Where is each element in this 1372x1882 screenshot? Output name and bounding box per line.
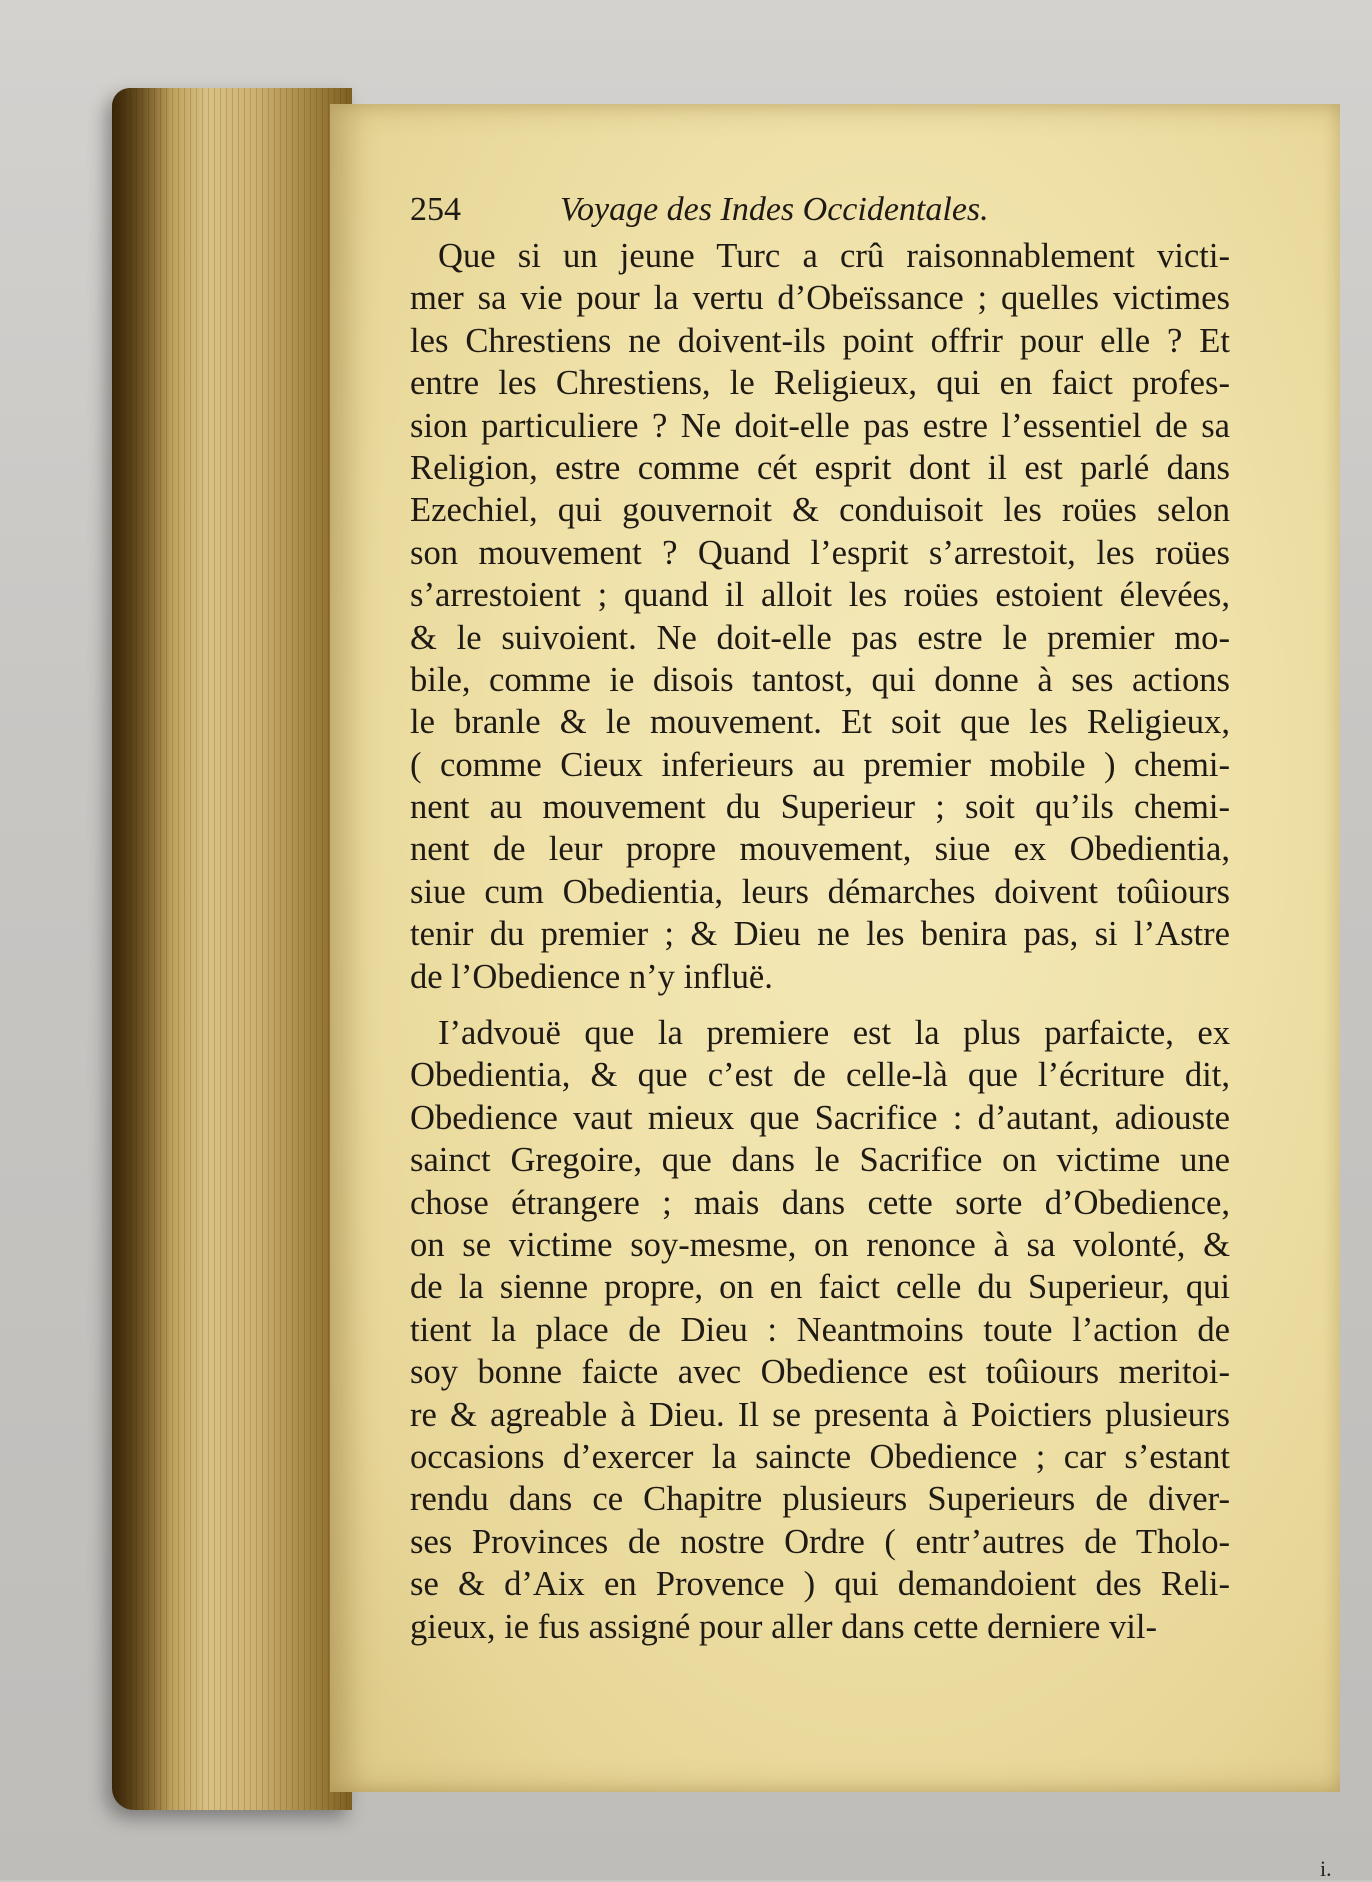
running-head (410, 189, 1230, 231)
text-line: chose étrangere ; mais dans cette sorte d’Obedience, (410, 1183, 1230, 1222)
text-line: entre les Chrestiens, le Religieux, qui en faict profes- (410, 364, 1230, 403)
text-line: sainct Gregoire, que dans le Sacrifice on victime une (410, 1141, 1230, 1180)
text-line: I’advouë que la premiere est la plus parfaicte, ex (438, 1014, 1230, 1053)
text-line: siue cum Obedientia, leurs démarches doivent toûiours (410, 872, 1230, 911)
text-line: s’arrestoient ; quand il alloit les roües estoient élevées, (410, 576, 1230, 615)
text-line: Religion, estre comme cét esprit dont il est parlé dans (410, 448, 1230, 487)
text-line: re & agreable à Dieu. Il se presenta à Poictiers plusieurs (410, 1395, 1230, 1434)
text-line: & le suivoient. Ne doit-elle pas estre le premier mo- (410, 618, 1230, 657)
text-line: tenir du premier ; & Dieu ne les benira pas, si l’Astre (410, 915, 1230, 954)
text-line: on se victime soy-mesme, on renonce à sa volonté, & (410, 1225, 1230, 1264)
text-block (410, 189, 1230, 1648)
paragraph (410, 1012, 1230, 1648)
text-line: ( comme Cieux inferieurs au premier mobile ) chemi- (410, 745, 1230, 784)
text-line: de la sienne propre, on en faict celle du Superieur, qui (410, 1268, 1230, 1307)
text-line: soy bonne faicte avec Obedience est toûiours meritoi- (410, 1353, 1230, 1392)
text-line: tient la place de Dieu : Neantmoins toute l’action de (410, 1310, 1230, 1349)
body-text (410, 235, 1230, 1648)
text-line: Obedience vaut mieux que Sacrifice : d’autant, adiouste (410, 1098, 1230, 1137)
page-number: 254 (410, 191, 461, 228)
text-line: les Chrestiens ne doivent-ils point offrir pour elle ? Et (410, 321, 1230, 360)
running-title: Voyage des Indes Occidentales. (560, 191, 989, 228)
text-line: gieux, ie fus assigné pour aller dans cette derniere vil- (410, 1607, 1157, 1646)
book-page (330, 104, 1340, 1881)
paragraph-gap (410, 998, 1230, 1012)
text-line: nent au mouvement du Superieur ; soit qu’ils chemi- (410, 788, 1230, 827)
text-line: mer sa vie pour la vertu d’Obeïssance ; quelles victimes (410, 279, 1230, 318)
text-line: sion particuliere ? Ne doit-elle pas estre l’essentiel de sa (410, 406, 1230, 445)
text-line: occasions d’exercer la saincte Obedience ; car s’estant (410, 1437, 1230, 1476)
text-line: nent de leur propre mouvement, siue ex Obedientia, (410, 830, 1230, 869)
text-line: rendu dans ce Chapitre plusieurs Superieurs de diver- (410, 1480, 1230, 1519)
paragraph (410, 235, 1230, 998)
text-line: Ezechiel, qui gouvernoit & conduisoit les roües selon (410, 491, 1230, 530)
text-line: se & d’Aix en Provence ) qui demandoient des Reli- (410, 1565, 1230, 1604)
text-line: le branle & le mouvement. Et soit que les Religieux, (410, 703, 1230, 742)
book-spine-shadow (112, 88, 172, 1810)
footer-mark: i. (1320, 1856, 1332, 1881)
text-line: de l’Obedience n’y influë. (410, 957, 773, 996)
text-line: Que si un jeune Turc a crû raisonnablement victi- (438, 237, 1230, 275)
text-line: Obedientia, & que c’est de celle-là que l’écriture dit, (410, 1056, 1230, 1095)
text-line: son mouvement ? Quand l’esprit s’arrestoit, les roües (410, 533, 1230, 572)
text-line: ses Provinces de nostre Ordre ( entr’autres de Tholo- (410, 1522, 1230, 1561)
text-line: bile, comme ie disois tantost, qui donne à ses actions (410, 660, 1230, 699)
